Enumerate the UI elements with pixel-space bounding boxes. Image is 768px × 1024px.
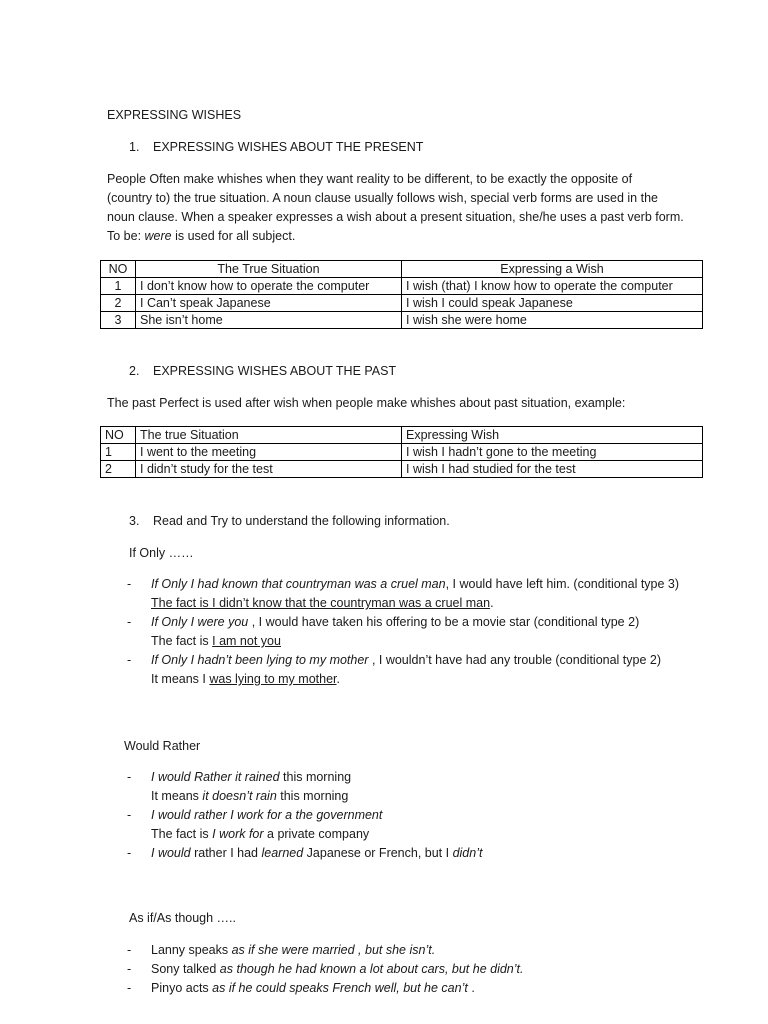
header-true-situation: The True Situation — [136, 261, 402, 278]
header-true-situation: The true Situation — [136, 427, 402, 444]
section1-heading — [129, 138, 423, 157]
list-item-continuation: The fact is I didn’t know that the countryman was a cruel man. — [151, 596, 494, 610]
if-only-label: If Only …… — [129, 546, 194, 560]
section3-heading — [129, 512, 450, 531]
section2-number: 2. — [129, 364, 140, 378]
if-only-list — [127, 575, 727, 689]
header-no: NO — [101, 261, 136, 278]
section3-number: 3. — [129, 514, 140, 528]
table-row: 1 I went to the meeting I wish I hadn’t gone to the meeting — [101, 444, 703, 461]
list-item-continuation: The fact is I am not you — [151, 634, 281, 648]
list-item: - Pinyo acts as if he could speaks French well, but he can’t . — [127, 979, 727, 998]
as-if-label: As if/As though ….. — [129, 911, 236, 925]
section2-heading — [129, 362, 396, 381]
list-item-continuation: It means I was lying to my mother. — [151, 672, 340, 686]
header-expressing-wish: Expressing a Wish — [402, 261, 703, 278]
table-row: 1 I don’t know how to operate the computer I wish (that) I know how to operate the computer — [101, 278, 703, 295]
list-item-continuation: The fact is I work for a private company — [151, 827, 370, 841]
list-item: - If Only I were you , I would have taken his offering to be a movie star (conditional type 2) — [127, 613, 727, 632]
list-item-continuation: It means it doesn’t rain this morning — [151, 789, 349, 803]
section1-number: 1. — [129, 140, 140, 154]
past-wishes-table — [100, 426, 703, 478]
bullet-dash: - — [127, 615, 132, 629]
section3-title: Read and Try to understand the following information. — [153, 514, 450, 528]
present-wishes-table — [100, 260, 703, 329]
header-no: NO — [101, 427, 136, 444]
table-row: 3 She isn’t home I wish she were home — [101, 312, 703, 329]
list-item: - If Only I had known that countryman was a cruel man, I would have left him. (conditional type 3) — [127, 575, 727, 594]
list-item: - Lanny speaks as if she were married , but she isn’t. — [127, 941, 727, 960]
section1-para-line: People Often make whishes when they want reality to be different, to be exactly the opposite of — [107, 172, 633, 186]
bullet-dash: - — [127, 846, 132, 860]
would-rather-label: Would Rather — [124, 739, 201, 753]
list-item: - I would rather I had learned Japanese or French, but I didn’t — [127, 844, 727, 863]
section1-paragraph — [107, 170, 707, 246]
list-item: - Sony talked as though he had known a lot about cars, but he didn’t. — [127, 960, 727, 979]
table-row: 2 I Can’t speak Japanese I wish I could speak Japanese — [101, 295, 703, 312]
list-item: - I would rather I work for a the government — [127, 806, 727, 825]
section1-para-line: To be: were is used for all subject. — [107, 229, 296, 243]
bullet-dash: - — [127, 577, 132, 591]
bullet-dash: - — [127, 943, 132, 957]
bullet-dash: - — [127, 981, 132, 995]
section2-paragraph: The past Perfect is used after wish when people make whishes about past situation, example: — [107, 396, 626, 410]
section1-para-line: noun clause. When a speaker expresses a wish about a present situation, she/he uses a past verb form. — [107, 210, 684, 224]
section2-title: EXPRESSING WISHES ABOUT THE PAST — [153, 364, 397, 378]
table-header-row — [101, 427, 703, 444]
list-item: - I would Rather it rained this morning — [127, 768, 727, 787]
table-row: 2 I didn’t study for the test I wish I had studied for the test — [101, 461, 703, 478]
list-item: - If Only I hadn’t been lying to my mother , I wouldn’t have had any trouble (conditional type 2) — [127, 651, 727, 670]
header-expressing-wish: Expressing Wish — [402, 427, 703, 444]
table-header-row — [101, 261, 703, 278]
section1-title: EXPRESSING WISHES ABOUT THE PRESENT — [153, 140, 424, 154]
section1-para-line: (country to) the true situation. A noun clause usually follows wish, special verb forms are used in the — [107, 191, 658, 205]
as-if-list — [127, 941, 727, 998]
bullet-dash: - — [127, 770, 132, 784]
would-rather-list — [127, 768, 727, 863]
bullet-dash: - — [127, 962, 132, 976]
document-title: EXPRESSING WISHES — [107, 108, 242, 122]
bullet-dash: - — [127, 653, 132, 667]
bullet-dash: - — [127, 808, 132, 822]
